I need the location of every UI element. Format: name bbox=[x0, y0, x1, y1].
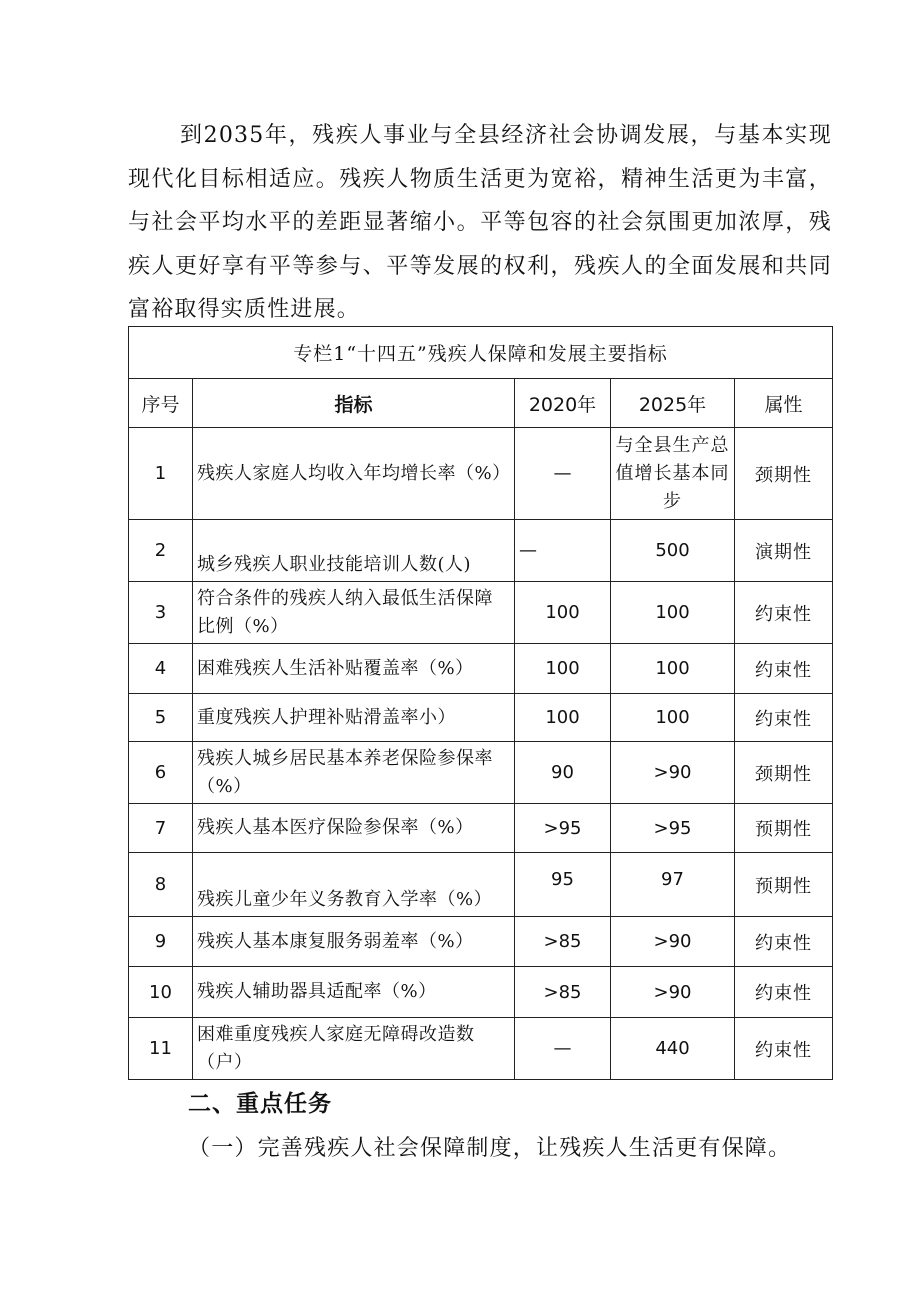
row-2025: 97 bbox=[611, 853, 735, 917]
row-attribute: 约束性 bbox=[735, 967, 833, 1018]
row-indicator: 残疾人家庭人均收入年均增长率（%） bbox=[193, 428, 515, 520]
row-2025: 440 bbox=[611, 1018, 735, 1080]
row-2020: >85 bbox=[515, 917, 611, 967]
row-attribute: 预期性 bbox=[735, 853, 833, 917]
row-2025: 100 bbox=[611, 644, 735, 694]
header-indicator: 指标 bbox=[193, 379, 515, 428]
header-2020: 2020年 bbox=[515, 379, 611, 428]
row-attribute: 约束性 bbox=[735, 644, 833, 694]
row-2020: — bbox=[515, 520, 611, 582]
row-attribute: 约束性 bbox=[735, 694, 833, 742]
row-no: 9 bbox=[129, 917, 193, 967]
row-2025: 100 bbox=[611, 694, 735, 742]
row-2025: 100 bbox=[611, 582, 735, 644]
row-2020: — bbox=[515, 1018, 611, 1080]
row-no: 4 bbox=[129, 644, 193, 694]
table-header-row bbox=[129, 379, 833, 428]
subsection-heading: （一）完善残疾人社会保障制度，让残疾人生活更有保障。 bbox=[188, 1136, 792, 1161]
row-no: 2 bbox=[129, 520, 193, 582]
header-no: 序号 bbox=[129, 379, 193, 428]
row-2025: >90 bbox=[611, 742, 735, 804]
row-indicator: 符合条件的残疾人纳入最低生活保障比例（%） bbox=[193, 582, 515, 644]
row-2020: 100 bbox=[515, 582, 611, 644]
section-heading: 二、重点任务 bbox=[188, 1091, 332, 1117]
table-row bbox=[129, 804, 833, 853]
row-no: 5 bbox=[129, 694, 193, 742]
table-row bbox=[129, 853, 833, 917]
table-row bbox=[129, 1018, 833, 1080]
table-row bbox=[129, 644, 833, 694]
row-attribute: 约束性 bbox=[735, 582, 833, 644]
row-2025: >90 bbox=[611, 917, 735, 967]
row-no: 3 bbox=[129, 582, 193, 644]
row-attribute: 颈期性 bbox=[735, 428, 833, 520]
row-indicator: 残疾人基本医疗保险参保率（%） bbox=[193, 804, 515, 853]
table-title: 专栏1“十四五”残疾人保障和发展主要指标 bbox=[129, 327, 833, 379]
row-2020: >85 bbox=[515, 967, 611, 1018]
table-row bbox=[129, 967, 833, 1018]
row-2020: 100 bbox=[515, 644, 611, 694]
row-attribute: 预期性 bbox=[735, 804, 833, 853]
row-attribute: 演期性 bbox=[735, 520, 833, 582]
row-indicator: 困难重度残疾人家庭无障碍改造数（户） bbox=[193, 1018, 515, 1080]
row-no: 7 bbox=[129, 804, 193, 853]
row-indicator: 残疾人基本康复服务弱羞率（%） bbox=[193, 917, 515, 967]
row-2025: >95 bbox=[611, 804, 735, 853]
header-attribute: 属性 bbox=[735, 379, 833, 428]
table-row bbox=[129, 582, 833, 644]
row-attribute: 颈期性 bbox=[735, 742, 833, 804]
row-2020: 100 bbox=[515, 694, 611, 742]
table-row bbox=[129, 520, 833, 582]
row-2025: 500 bbox=[611, 520, 735, 582]
row-2020: >95 bbox=[515, 804, 611, 853]
row-attribute: 约束性 bbox=[735, 917, 833, 967]
table-row bbox=[129, 694, 833, 742]
row-attribute: 约束性 bbox=[735, 1018, 833, 1080]
row-no: 11 bbox=[129, 1018, 193, 1080]
table-title-row bbox=[129, 327, 833, 379]
row-indicator: 残疾儿童少年义务教育入学率（%） bbox=[193, 853, 515, 917]
table-row bbox=[129, 742, 833, 804]
row-no: 1 bbox=[129, 428, 193, 520]
row-indicator: 城乡残疾人职业技能培训人数(人) bbox=[193, 520, 515, 582]
table-row bbox=[129, 428, 833, 520]
row-2020: — bbox=[515, 428, 611, 520]
row-no: 6 bbox=[129, 742, 193, 804]
header-2025: 2025年 bbox=[611, 379, 735, 428]
intro-paragraph: 到2035年，残疾人事业与全县经济社会协调发展，与基本实现现代化目标相适应。残疾人物质生活更为宽裕，精神生活更为丰富，与社会平均水平的差距显著缩小。平等包容的社会氛围更加浓厚，残疾人更好享有平等参与、平等发展的权利，残疾人的全面发展和共同富裕取得实质性进展。 bbox=[128, 123, 832, 322]
row-2020: 90 bbox=[515, 742, 611, 804]
row-indicator: 重度残疾人护理补贴滑盖率小） bbox=[193, 694, 515, 742]
row-indicator: 困难残疾人生活补贴覆盖率（%） bbox=[193, 644, 515, 694]
row-2025: 与全县生产总值增长基本同步 bbox=[611, 428, 735, 520]
row-indicator: 残疾人辅助器具适配率（%） bbox=[193, 967, 515, 1018]
table-row bbox=[129, 917, 833, 967]
row-no: 8 bbox=[129, 853, 193, 917]
row-indicator: 残疾人城乡居民基本养老保险参保率（%） bbox=[193, 742, 515, 804]
row-no: 10 bbox=[129, 967, 193, 1018]
indicators-table bbox=[128, 326, 833, 1080]
row-2020: 95 bbox=[515, 853, 611, 917]
row-2025: >90 bbox=[611, 967, 735, 1018]
